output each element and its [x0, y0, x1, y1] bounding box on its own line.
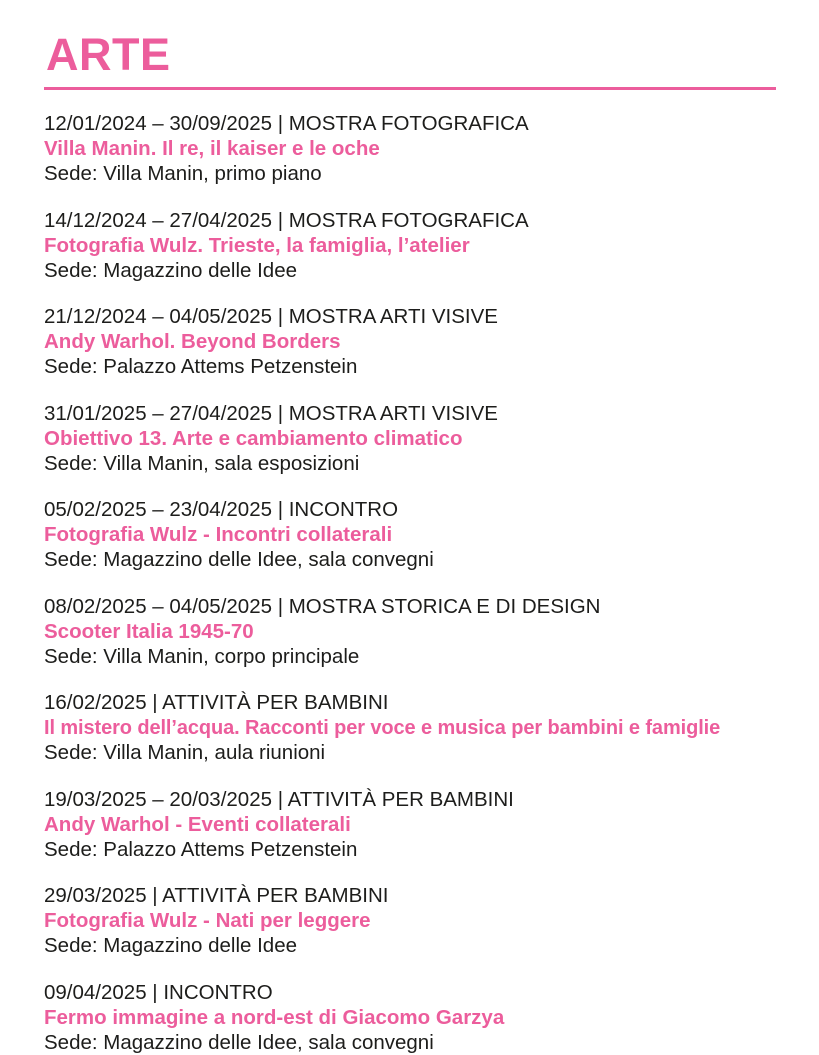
event-title[interactable]: Fotografia Wulz. Trieste, la famiglia, l’atelier: [44, 233, 470, 257]
event-item: [44, 401, 775, 476]
event-item: [44, 304, 775, 379]
event-item: [44, 690, 775, 765]
event-date-category: 19/03/2025 – 20/03/2025 | ATTIVITÀ PER BAMBINI: [44, 787, 514, 811]
events-list: [44, 111, 775, 1055]
event-venue: Sede: Palazzo Attems Petzenstein: [44, 355, 358, 378]
event-venue: Sede: Villa Manin, aula riunioni: [44, 741, 326, 764]
page-title: ARTE: [46, 29, 171, 80]
event-date-category: 29/03/2025 | ATTIVITÀ PER BAMBINI: [44, 884, 389, 907]
event-date-category: 09/04/2025 | INCONTRO: [44, 980, 273, 1004]
event-title[interactable]: Fotografia Wulz - Nati per leggere: [44, 909, 371, 932]
section-header: [44, 0, 775, 90]
event-title[interactable]: Fermo immagine a nord-est di Giacomo Garzya: [44, 1005, 505, 1029]
event-item: [44, 883, 775, 958]
event-date-category: 12/01/2024 – 30/09/2025 | MOSTRA FOTOGRAFICA: [44, 112, 529, 135]
event-title[interactable]: Il mistero dell’acqua. Racconti per voce e musica per bambini e famiglie: [44, 716, 721, 739]
event-venue: Sede: Villa Manin, sala esposizioni: [44, 451, 360, 475]
event-date-category: 21/12/2024 – 04/05/2025 | MOSTRA ARTI VISIVE: [44, 305, 498, 328]
event-date-category: 16/02/2025 | ATTIVITÀ PER BAMBINI: [44, 691, 389, 714]
event-venue: Sede: Villa Manin, primo piano: [44, 162, 322, 185]
event-item: [44, 980, 775, 1055]
event-item: [44, 594, 775, 669]
event-title[interactable]: Andy Warhol - Eventi collaterali: [44, 812, 351, 836]
event-item: [44, 111, 775, 186]
event-title[interactable]: Scooter Italia 1945-70: [44, 619, 254, 643]
event-title[interactable]: Andy Warhol. Beyond Borders: [44, 330, 341, 353]
title-divider: [44, 87, 776, 90]
event-date-category: 05/02/2025 – 23/04/2025 | INCONTRO: [44, 498, 399, 521]
event-item: [44, 497, 775, 572]
event-venue: Sede: Villa Manin, corpo principale: [44, 644, 360, 668]
event-title[interactable]: Obiettivo 13. Arte e cambiamento climatico: [44, 426, 463, 450]
event-date-category: 08/02/2025 – 04/05/2025 | MOSTRA STORICA E DI DESIGN: [44, 594, 601, 618]
event-item: [44, 787, 775, 862]
event-venue: Sede: Magazzino delle Idee, sala convegni: [44, 1030, 434, 1054]
event-venue: Sede: Magazzino delle Idee: [44, 258, 298, 282]
event-venue: Sede: Magazzino delle Idee, sala convegni: [44, 548, 434, 571]
event-title[interactable]: Fotografia Wulz - Incontri collaterali: [44, 523, 393, 546]
event-date-category: 14/12/2024 – 27/04/2025 | MOSTRA FOTOGRAFICA: [44, 208, 529, 232]
event-venue: Sede: Magazzino delle Idee: [44, 934, 298, 957]
event-item: [44, 208, 775, 283]
event-venue: Sede: Palazzo Attems Petzenstein: [44, 837, 358, 861]
event-date-category: 31/01/2025 – 27/04/2025 | MOSTRA ARTI VISIVE: [44, 401, 498, 425]
event-title[interactable]: Villa Manin. Il re, il kaiser e le oche: [44, 137, 380, 160]
